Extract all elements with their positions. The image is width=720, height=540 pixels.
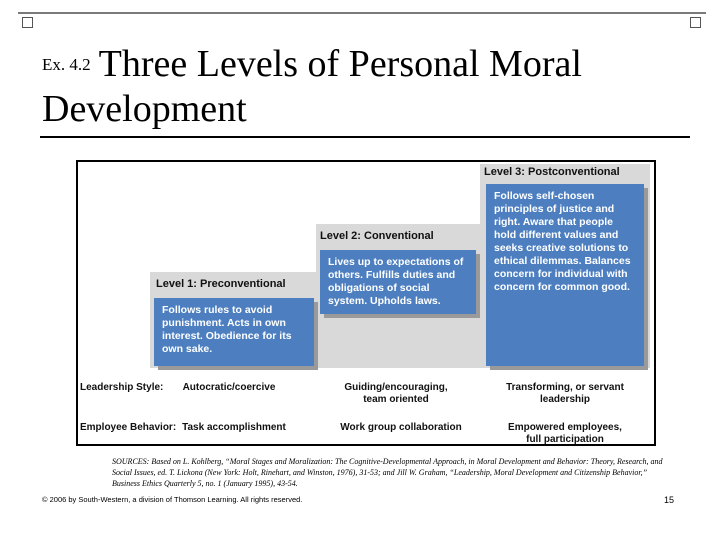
level-2-description: Lives up to expectations of others. Fulfills duties and obligations of social system. Upholds laws. bbox=[320, 250, 476, 314]
level-3-description: Follows self-chosen principles of justice and right. Aware that people hold different values and seeks creative solutions to ethical dilemmas. Balances concern for individual with concern for common good. bbox=[486, 184, 644, 366]
title-rule bbox=[40, 136, 690, 138]
level-2-label: Level 2: Conventional bbox=[320, 230, 434, 242]
sources-note: SOURCES: Based on L. Kohlberg, “Moral Stages and Moralization: The Cognitive-Developmental Approach, in Moral Development and Behavior: Theory, Research, and Social Issues, ed. T. Lickona (New York: Holt, Rinehart, and Winston, 1976), 31-53; and Jill W. Graham, “Leadership, Moral Development and Citizenship Behavior,” Business Ethics Quarterly 5, no. 1 (January 1995), 43-54. bbox=[112, 457, 663, 488]
corner-square-icon bbox=[22, 17, 33, 28]
slide-title bbox=[42, 42, 682, 131]
employee-behavior-label: Employee Behavior: bbox=[80, 422, 177, 433]
page-number: 15 bbox=[664, 495, 675, 505]
employee-behavior-level-2: Work group collaboration bbox=[340, 422, 462, 433]
exhibit-label: Ex. 4.2 bbox=[42, 55, 91, 74]
top-border-line bbox=[18, 12, 706, 14]
leadership-style-level-1: Autocratic/coercive bbox=[182, 382, 276, 393]
employee-behavior-level-1: Task accomplishment bbox=[182, 422, 286, 433]
level-3-label: Level 3: Postconventional bbox=[484, 166, 620, 178]
level-1-label: Level 1: Preconventional bbox=[156, 278, 286, 290]
title-line-1: Three Levels of Personal Moral bbox=[98, 43, 582, 85]
copyright-notice: © 2006 by South-Western, a division of Thomson Learning. All rights reserved. bbox=[42, 495, 303, 504]
employee-behavior-level-3: Empowered employees, full participation bbox=[508, 422, 622, 445]
leadership-style-level-3: Transforming, or servant leadership bbox=[506, 382, 624, 405]
corner-square-icon bbox=[690, 17, 701, 28]
title-line-2: Development bbox=[42, 88, 247, 130]
leadership-style-level-2: Guiding/encouraging, team oriented bbox=[344, 382, 448, 405]
moral-development-figure bbox=[76, 160, 656, 446]
leadership-style-label: Leadership Style: bbox=[80, 382, 164, 393]
level-1-description: Follows rules to avoid punishment. Acts in own interest. Obedience for its own sake. bbox=[154, 298, 314, 366]
